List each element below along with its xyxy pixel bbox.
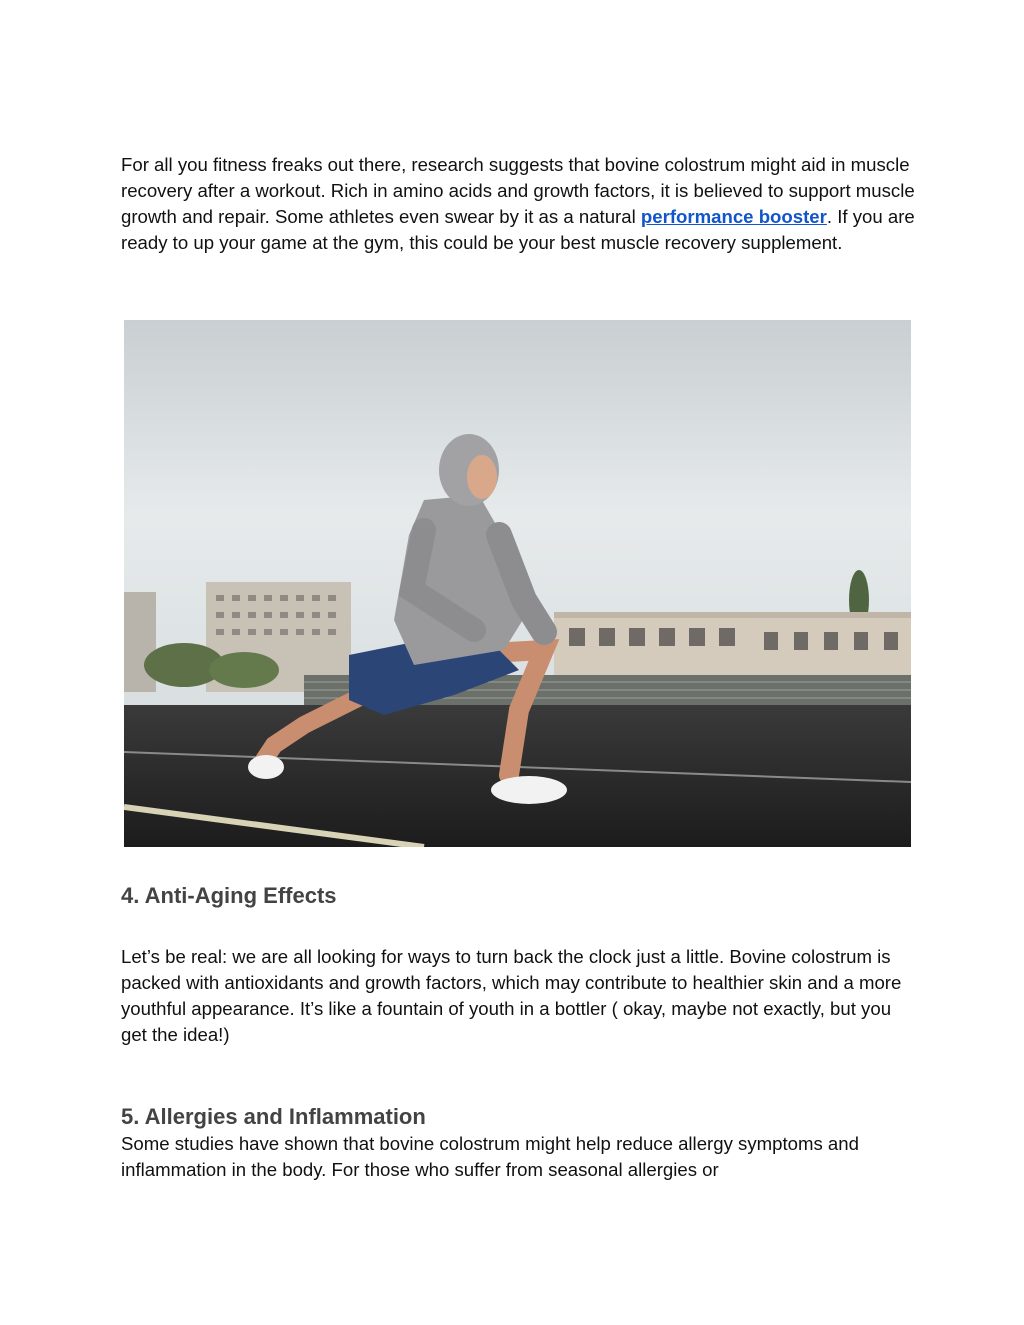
intro-text-after: . If you are ready to up your game at the gym, this could be your best muscle recovery supplement. xyxy=(121,206,915,253)
intro-paragraph xyxy=(121,152,921,256)
section-5-heading: 5. Allergies and Inflammation xyxy=(121,1104,426,1129)
section-4-heading: 4. Anti-Aging Effects xyxy=(121,883,337,908)
intro-text-before: For all you fitness freaks out there, research suggests that bovine colostrum might aid in muscle recovery after a workout. Rich in amino acids and growth factors, it is believed to support muscle growth and repair. Some athletes even swear by it as a natural xyxy=(121,154,915,227)
performance-booster-link[interactable]: performance booster xyxy=(640,206,827,227)
section-5-paragraph: Some studies have shown that bovine colostrum might help reduce allergy symptoms and inflammation in the body. For those who suffer from seasonal allergies or xyxy=(121,1133,859,1180)
athlete-stretching-photo xyxy=(124,320,911,847)
section-4-paragraph: Let’s be real: we are all looking for ways to turn back the clock just a little. Bovine colostrum is packed with antioxidants and growth factors, which may contribute to healthier skin and a more youthful appearance. It’s like a fountain of youth in a bottler ( okay, maybe not exactly, but you get the idea!) xyxy=(121,946,902,1045)
